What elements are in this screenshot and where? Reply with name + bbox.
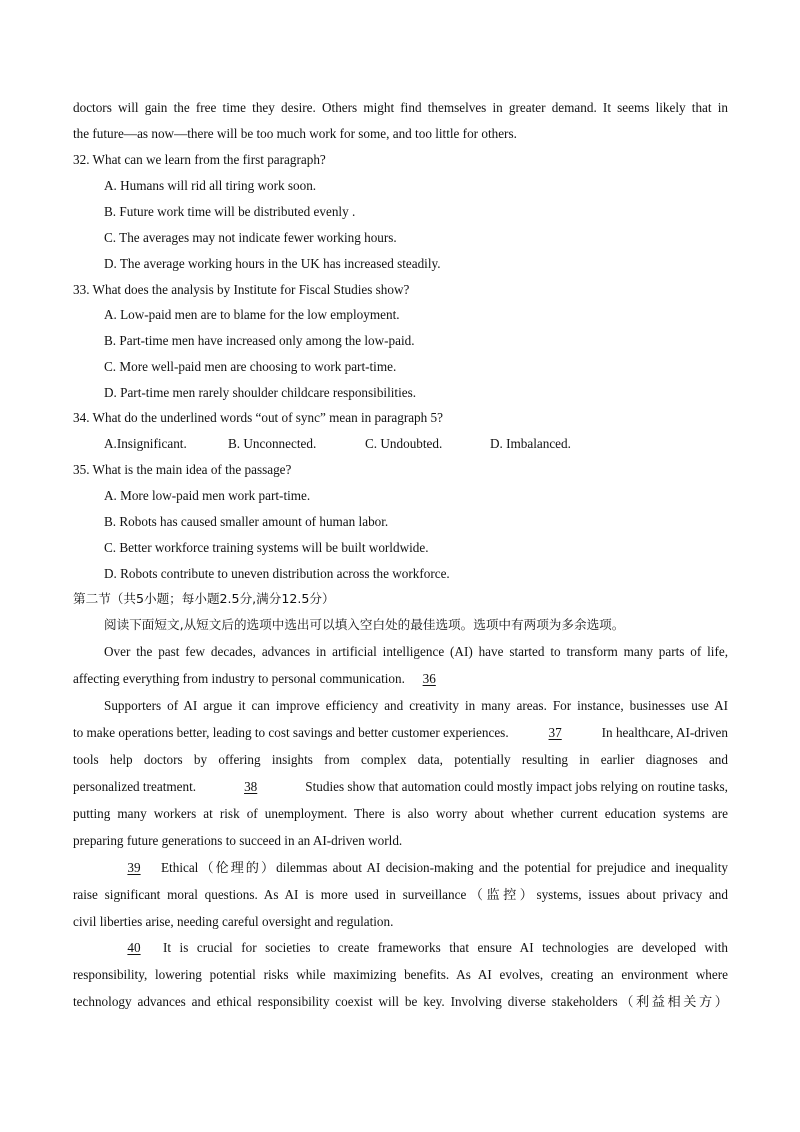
- passage2-line: tools help doctors by offering insights from complex data, potentially resulting in earlier diagnoses and: [73, 752, 728, 767]
- question-33-option-b[interactable]: B. Part-time men have increased only among the low-paid.: [104, 333, 415, 348]
- passage2-line: [73, 670, 728, 688]
- blank-39[interactable]: 39: [127, 860, 141, 875]
- passage2-line: raise significant moral questions. As AI is more used in surveillance（监控）systems, issues about privacy and: [73, 887, 728, 902]
- passage2-line: [73, 778, 728, 796]
- question-33-option-c[interactable]: C. More well-paid men are choosing to work part-time.: [104, 359, 397, 374]
- blank-36[interactable]: 36: [422, 671, 436, 686]
- question-34-options: [104, 435, 724, 453]
- passage2-text: In healthcare, AI-driven: [601, 725, 728, 740]
- passage2-text: It is crucial for societies to create frameworks that ensure AI technologies are developed with: [163, 940, 728, 955]
- passage2-text: affecting everything from industry to personal communication.: [73, 671, 405, 686]
- passage2-text: to make operations better, leading to cost savings and better customer experiences.: [73, 725, 509, 740]
- question-34-option-a[interactable]: A.Insignificant.: [104, 436, 187, 451]
- question-35-option-c[interactable]: C. Better workforce training systems will be built worldwide.: [104, 540, 429, 555]
- passage2-line: preparing future generations to succeed in an AI-driven world.: [73, 833, 403, 848]
- question-33-stem: 33. What does the analysis by Institute for Fiscal Studies show?: [73, 282, 410, 297]
- question-34-option-d[interactable]: D. Imbalanced.: [490, 436, 571, 451]
- passage2-line: [73, 939, 728, 957]
- question-32-option-a[interactable]: A. Humans will rid all tiring work soon.: [104, 178, 317, 193]
- passage-text-line: the future—as now—there will be too much work for some, and too little for others.: [73, 126, 517, 141]
- blank-38[interactable]: 38: [244, 779, 258, 794]
- blank-40[interactable]: 40: [127, 940, 141, 955]
- passage2-text: Studies show that automation could mostly impact jobs relying on routine tasks,: [305, 779, 728, 794]
- question-35-option-d[interactable]: D. Robots contribute to uneven distribution across the workforce.: [104, 566, 450, 581]
- section-2-instruction: 阅读下面短文,从短文后的选项中选出可以填入空白处的最佳选项。选项中有两项为多余选项。: [104, 617, 625, 632]
- question-35-option-a[interactable]: A. More low-paid men work part-time.: [104, 488, 311, 503]
- question-32-option-b[interactable]: B. Future work time will be distributed evenly .: [104, 204, 356, 219]
- question-33-option-a[interactable]: A. Low-paid men are to blame for the low employment.: [104, 307, 400, 322]
- passage2-line: responsibility, lowering potential risks while maximizing benefits. As AI evolves, creating an environment where: [73, 967, 728, 982]
- question-32-option-d[interactable]: D. The average working hours in the UK has increased steadily.: [104, 256, 441, 271]
- question-33-option-d[interactable]: D. Part-time men rarely shoulder childcare responsibilities.: [104, 385, 417, 400]
- question-35-stem: 35. What is the main idea of the passage?: [73, 462, 292, 477]
- passage2-line: Over the past few decades, advances in artificial intelligence (AI) have started to transform many parts of life,: [104, 644, 728, 659]
- passage-text-line: doctors will gain the free time they desire. Others might find themselves in greater demand. It seems likely that in: [73, 100, 728, 115]
- question-35-option-b[interactable]: B. Robots has caused smaller amount of human labor.: [104, 514, 389, 529]
- question-32-stem: 32. What can we learn from the first paragraph?: [73, 152, 326, 167]
- question-34-stem: 34. What do the underlined words “out of sync” mean in paragraph 5?: [73, 410, 443, 425]
- passage2-text: personalized treatment.: [73, 779, 197, 794]
- passage2-text: Ethical（伦理的）dilemmas about AI decision-making and the potential for prejudice and inequality: [161, 860, 728, 875]
- passage2-line: [73, 859, 728, 877]
- question-34-option-b[interactable]: B. Unconnected.: [228, 436, 317, 451]
- passage2-line: [73, 724, 728, 742]
- passage2-line: putting many workers at risk of unemployment. There is also worry about whether current education systems are: [73, 806, 728, 821]
- question-32-option-c[interactable]: C. The averages may not indicate fewer working hours.: [104, 230, 397, 245]
- passage2-line: Supporters of AI argue it can improve efficiency and creativity in many areas. For instance, businesses use AI: [104, 698, 728, 713]
- blank-37[interactable]: 37: [548, 725, 562, 740]
- passage2-line: technology advances and ethical responsibility coexist will be key. Involving diverse stakeholders（利益相关方）: [73, 994, 728, 1009]
- section-2-header: 第二节（共5小题；每小题2.5分,满分12.5分）: [73, 591, 335, 606]
- question-34-option-c[interactable]: C. Undoubted.: [365, 436, 443, 451]
- passage2-line: civil liberties arise, needing careful oversight and regulation.: [73, 914, 394, 929]
